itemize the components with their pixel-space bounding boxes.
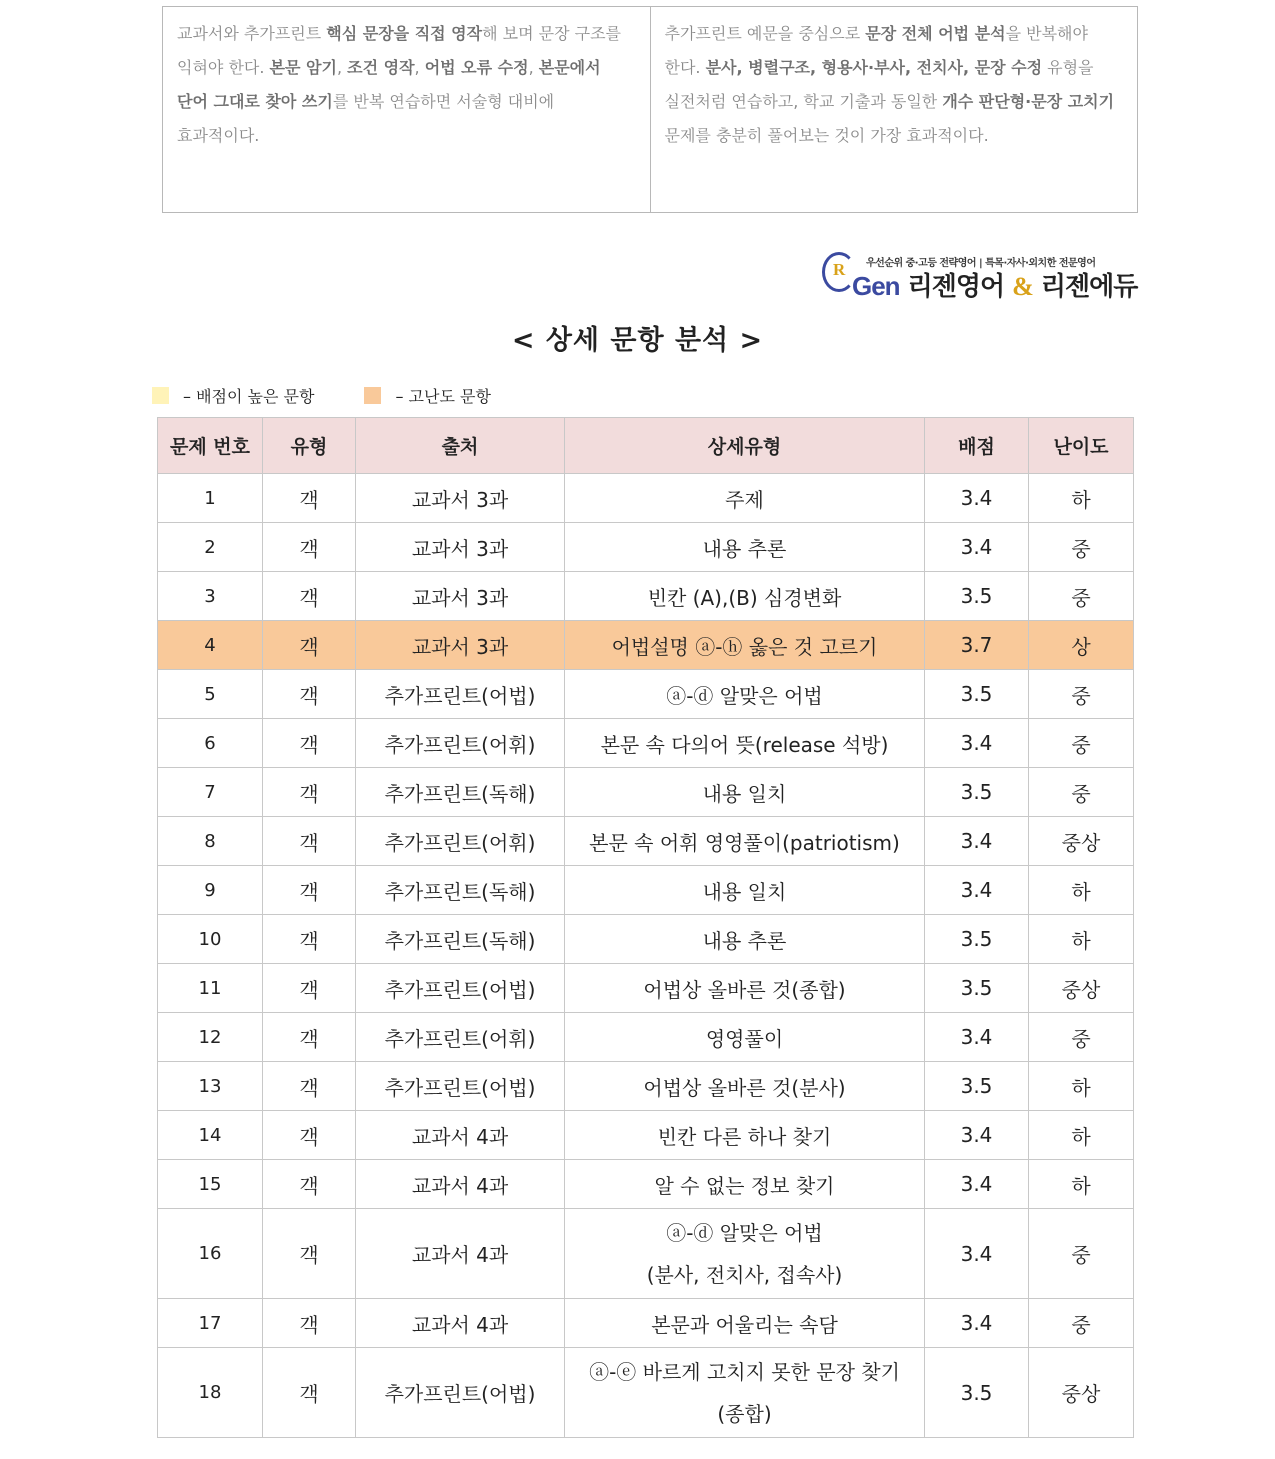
- detail-line: 본문 속 어휘 영영풀이(patriotism): [589, 830, 900, 855]
- question-type-cell: 객: [263, 1111, 356, 1160]
- detail-line: 빈칸 (A),(B) 심경변화: [647, 585, 842, 610]
- score-cell: 3.5: [925, 915, 1029, 964]
- advice-emphasis: 본문에서 단어 그대로 찾아 쓰기: [177, 58, 601, 111]
- question-type-cell: 객: [263, 1348, 356, 1438]
- advice-emphasis: 본문 암기: [269, 58, 337, 77]
- legend-label: – 배점이 높은 문항: [183, 387, 315, 406]
- score-cell: 3.4: [925, 523, 1029, 572]
- question-type-cell: 객: [263, 817, 356, 866]
- source-cell: 교과서 4과: [356, 1111, 565, 1160]
- logo-wordmark: Gen 리젠영어 & 리젠에듀: [852, 271, 1138, 302]
- question-type-cell: 객: [263, 1160, 356, 1209]
- detail-type-cell: [565, 817, 925, 866]
- question-analysis-table: [157, 417, 1134, 1438]
- table-row: [158, 572, 1134, 621]
- question-number-cell: 13: [158, 1062, 263, 1111]
- question-type-cell: 객: [263, 572, 356, 621]
- advice-emphasis: 어법 오류 수정: [424, 58, 529, 77]
- source-cell: 추가프린트(독해): [356, 866, 565, 915]
- question-number-cell: 12: [158, 1013, 263, 1062]
- score-cell: 3.5: [925, 572, 1029, 621]
- score-cell: 3.5: [925, 670, 1029, 719]
- table-row: [158, 1299, 1134, 1348]
- question-number-cell: 15: [158, 1160, 263, 1209]
- source-cell: 교과서 4과: [356, 1209, 565, 1299]
- source-cell: 교과서 4과: [356, 1299, 565, 1348]
- column-header: 배점: [925, 418, 1029, 474]
- detail-type-cell: [565, 964, 925, 1013]
- detail-line: 내용 일치: [702, 879, 787, 904]
- study-advice-box: [162, 6, 1138, 213]
- question-type-cell: 객: [263, 768, 356, 817]
- detail-type-cell: [565, 1160, 925, 1209]
- question-type-cell: 객: [263, 474, 356, 523]
- logo-mark: R: [822, 252, 858, 296]
- column-header: 상세유형: [565, 418, 925, 474]
- table-row: [158, 719, 1134, 768]
- legend-label: – 고난도 문항: [395, 387, 491, 406]
- question-number-cell: 1: [158, 474, 263, 523]
- difficulty-cell: 중: [1029, 768, 1134, 817]
- advice-right-cell: [650, 7, 1138, 212]
- table-row: [158, 1111, 1134, 1160]
- detail-type-cell: [565, 1209, 925, 1299]
- score-cell: 3.4: [925, 474, 1029, 523]
- difficulty-cell: 상: [1029, 621, 1134, 670]
- detail-line: ⓐ-ⓔ 바르게 고치지 못한 문장 찾기: [589, 1359, 900, 1384]
- source-cell: 교과서 4과: [356, 1160, 565, 1209]
- advice-left-cell: [163, 7, 650, 212]
- advice-text: 교과서와 추가프린트: [177, 24, 327, 43]
- question-number-cell: 5: [158, 670, 263, 719]
- detail-line: ⓐ-ⓓ 알맞은 어법: [666, 683, 823, 708]
- table-row: [158, 768, 1134, 817]
- source-cell: 교과서 3과: [356, 621, 565, 670]
- advice-text: ,: [528, 58, 539, 77]
- difficulty-cell: 중상: [1029, 964, 1134, 1013]
- table-row: [158, 621, 1134, 670]
- score-cell: 3.4: [925, 1111, 1029, 1160]
- table-row: [158, 866, 1134, 915]
- detail-type-cell: [565, 866, 925, 915]
- advice-emphasis: 분사, 병렬구조, 형용사·부사, 전치사, 문장 수정: [705, 58, 1043, 77]
- advice-text: ,: [336, 58, 348, 77]
- detail-type-cell: [565, 719, 925, 768]
- question-type-cell: 객: [263, 670, 356, 719]
- difficulty-cell: 중: [1029, 719, 1134, 768]
- question-type-cell: 객: [263, 915, 356, 964]
- score-cell: 3.4: [925, 1013, 1029, 1062]
- question-type-cell: 객: [263, 964, 356, 1013]
- score-cell: 3.5: [925, 1348, 1029, 1438]
- column-header: 문제 번호: [158, 418, 263, 474]
- column-header: 유형: [263, 418, 356, 474]
- source-cell: 추가프린트(어법): [356, 964, 565, 1013]
- question-number-cell: 3: [158, 572, 263, 621]
- advice-text: ,: [414, 58, 425, 77]
- difficulty-cell: 하: [1029, 1160, 1134, 1209]
- detail-type-cell: [565, 768, 925, 817]
- advice-emphasis: 핵심 문장을 직접 영작: [326, 24, 483, 43]
- detail-line: 내용 추론: [702, 536, 787, 561]
- score-cell: 3.4: [925, 866, 1029, 915]
- advice-emphasis: 문장 전체 어법 분석: [865, 24, 1006, 43]
- detail-line: (종합): [717, 1401, 772, 1426]
- question-number-cell: 18: [158, 1348, 263, 1438]
- difficulty-cell: 중상: [1029, 1348, 1134, 1438]
- source-cell: 추가프린트(어법): [356, 670, 565, 719]
- source-cell: 교과서 3과: [356, 572, 565, 621]
- difficulty-cell: 하: [1029, 1111, 1134, 1160]
- advice-text: 유형을 실전처럼 연습하고, 학교 기출과 동일한: [664, 58, 1094, 111]
- table-row: [158, 817, 1134, 866]
- score-cell: 3.5: [925, 1062, 1029, 1111]
- question-type-cell: 객: [263, 866, 356, 915]
- score-cell: 3.5: [925, 964, 1029, 1013]
- score-cell: 3.4: [925, 1160, 1029, 1209]
- table-row: [158, 1160, 1134, 1209]
- score-cell: 3.5: [925, 768, 1029, 817]
- detail-type-cell: [565, 915, 925, 964]
- detail-type-cell: [565, 1348, 925, 1438]
- question-number-cell: 14: [158, 1111, 263, 1160]
- detail-line: ⓐ-ⓓ 알맞은 어법: [666, 1220, 823, 1245]
- question-number-cell: 17: [158, 1299, 263, 1348]
- question-number-cell: 16: [158, 1209, 263, 1299]
- difficulty-cell: 하: [1029, 915, 1134, 964]
- table-row: [158, 523, 1134, 572]
- table-row: [158, 964, 1134, 1013]
- detail-type-cell: [565, 474, 925, 523]
- detail-line: 본문과 어울리는 속담: [651, 1312, 838, 1337]
- difficulty-cell: 중: [1029, 572, 1134, 621]
- question-number-cell: 10: [158, 915, 263, 964]
- table-row: [158, 1013, 1134, 1062]
- detail-line: 본문 속 다의어 뜻(release 석방): [600, 732, 889, 757]
- detail-type-cell: [565, 1299, 925, 1348]
- advice-text: 을 반복해야 한다.: [664, 24, 1088, 77]
- difficulty-cell: 중: [1029, 670, 1134, 719]
- advice-text: 추가프린트 예문을 중심으로: [664, 24, 866, 43]
- detail-type-cell: [565, 523, 925, 572]
- question-number-cell: 4: [158, 621, 263, 670]
- table-row: [158, 915, 1134, 964]
- legend: [152, 384, 541, 407]
- question-number-cell: 11: [158, 964, 263, 1013]
- question-type-cell: 객: [263, 1299, 356, 1348]
- table-row: [158, 474, 1134, 523]
- difficulty-cell: 중: [1029, 1209, 1134, 1299]
- question-number-cell: 6: [158, 719, 263, 768]
- difficulty-cell: 하: [1029, 474, 1134, 523]
- detail-type-cell: [565, 670, 925, 719]
- score-cell: 3.4: [925, 1209, 1029, 1299]
- legend-item: [152, 384, 314, 407]
- difficulty-cell: 중: [1029, 523, 1134, 572]
- advice-emphasis: 개수 판단형·문장 고치기: [942, 92, 1115, 111]
- difficulty-cell: 중: [1029, 1013, 1134, 1062]
- detail-type-cell: [565, 621, 925, 670]
- detail-line: 빈칸 다른 하나 찾기: [657, 1124, 832, 1149]
- detail-type-cell: [565, 1062, 925, 1111]
- question-type-cell: 객: [263, 621, 356, 670]
- detail-line: 내용 추론: [702, 928, 787, 953]
- logo-tagline: 우선순위 중·고등 전략영어 | 특목·자사·외치한 전문영어: [866, 258, 1096, 269]
- detail-type-cell: [565, 1013, 925, 1062]
- difficulty-cell: 하: [1029, 1062, 1134, 1111]
- detail-line: 영영풀이: [705, 1026, 784, 1051]
- question-number-cell: 8: [158, 817, 263, 866]
- table-row: [158, 1062, 1134, 1111]
- source-cell: 추가프린트(독해): [356, 915, 565, 964]
- difficulty-cell: 중상: [1029, 817, 1134, 866]
- legend-swatch: [364, 387, 381, 404]
- difficulty-cell: 하: [1029, 866, 1134, 915]
- detail-type-cell: [565, 572, 925, 621]
- detail-line: 주제: [725, 487, 764, 512]
- advice-text: 를 반복 연습하면 서술형 대비에 효과적이다.: [177, 92, 555, 145]
- score-cell: 3.4: [925, 719, 1029, 768]
- table-row: [158, 670, 1134, 719]
- source-cell: 교과서 3과: [356, 523, 565, 572]
- source-cell: 추가프린트(어법): [356, 1348, 565, 1438]
- question-number-cell: 2: [158, 523, 263, 572]
- advice-emphasis: 조건 영작: [347, 58, 415, 77]
- detail-line: 알 수 없는 정보 찾기: [654, 1173, 835, 1198]
- advice-text: 문제를 충분히 풀어보는 것이 가장 효과적이다.: [664, 126, 989, 145]
- question-number-cell: 7: [158, 768, 263, 817]
- column-header: 출처: [356, 418, 565, 474]
- detail-type-cell: [565, 1111, 925, 1160]
- legend-item: [364, 384, 490, 407]
- source-cell: 추가프린트(어휘): [356, 1013, 565, 1062]
- question-type-cell: 객: [263, 1013, 356, 1062]
- table-row: [158, 1209, 1134, 1299]
- source-cell: 추가프린트(독해): [356, 768, 565, 817]
- table-row: [158, 1348, 1134, 1438]
- source-cell: 추가프린트(어휘): [356, 817, 565, 866]
- question-type-cell: 객: [263, 719, 356, 768]
- legend-swatch: [152, 387, 169, 404]
- difficulty-cell: 중: [1029, 1299, 1134, 1348]
- detail-line: 어법설명 ⓐ-ⓗ 옳은 것 고르기: [611, 634, 878, 659]
- question-number-cell: 9: [158, 866, 263, 915]
- source-cell: 추가프린트(어휘): [356, 719, 565, 768]
- detail-line: 어법상 올바른 것(종합): [643, 977, 846, 1002]
- detail-line: 내용 일치: [702, 781, 787, 806]
- source-cell: 교과서 3과: [356, 474, 565, 523]
- detail-line: (분사, 전치사, 접속사): [646, 1262, 843, 1287]
- source-cell: 추가프린트(어법): [356, 1062, 565, 1111]
- score-cell: 3.7: [925, 621, 1029, 670]
- column-header: 난이도: [1029, 418, 1134, 474]
- advice-text: 해 보며 문장 구조를 익혀야 한다.: [177, 24, 622, 77]
- question-type-cell: 객: [263, 1209, 356, 1299]
- score-cell: 3.4: [925, 1299, 1029, 1348]
- academy-logo: [822, 252, 1138, 302]
- question-type-cell: 객: [263, 523, 356, 572]
- question-type-cell: 객: [263, 1062, 356, 1111]
- page-title: < 상세 문항 분석 >: [511, 325, 764, 356]
- score-cell: 3.4: [925, 817, 1029, 866]
- detail-line: 어법상 올바른 것(분사): [643, 1075, 846, 1100]
- table-header-row: [158, 418, 1134, 474]
